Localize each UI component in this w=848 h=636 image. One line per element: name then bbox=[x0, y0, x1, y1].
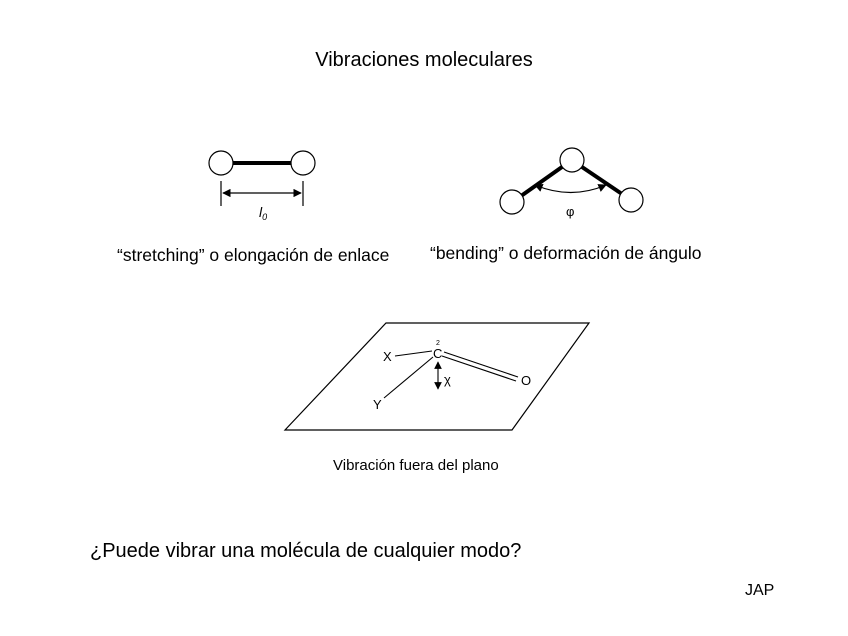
atom-x-label: X bbox=[383, 349, 392, 364]
bond-length-label: $l_0$ bbox=[259, 204, 268, 222]
stretch-atom-right bbox=[291, 151, 315, 175]
bond-angle-arrow bbox=[535, 185, 606, 193]
stretching-diagram bbox=[209, 151, 315, 222]
stretch-atom-left bbox=[209, 151, 233, 175]
atom-y-label: Y bbox=[373, 397, 382, 412]
slide-title: Vibraciones moleculares bbox=[315, 49, 533, 71]
atom-o-label: O bbox=[521, 373, 532, 388]
bending-diagram bbox=[500, 148, 643, 219]
atom-c-superscript: 2 bbox=[436, 340, 440, 347]
bend-bond-right bbox=[582, 167, 622, 194]
author-initials: JAP bbox=[745, 582, 775, 599]
stretching-caption: “stretching” o elongación de enlace bbox=[117, 245, 390, 265]
bend-atom-right bbox=[619, 188, 643, 212]
bond-c-o-1 bbox=[444, 352, 518, 377]
atom-c-label: C bbox=[433, 346, 443, 361]
bond-angle-label: φ bbox=[566, 204, 575, 219]
bending-caption: “bending” o deformación de ángulo bbox=[430, 243, 702, 263]
bond-c-x bbox=[395, 351, 432, 356]
bond-c-o-2 bbox=[442, 356, 516, 381]
out-of-plane-diagram bbox=[285, 323, 589, 430]
out-of-plane-angle-label: χ bbox=[444, 372, 451, 387]
question-text: ¿Puede vibrar una molécula de cualquier modo? bbox=[90, 540, 522, 562]
bend-atom-left bbox=[500, 190, 524, 214]
out-of-plane-caption: Vibración fuera del plano bbox=[333, 457, 499, 474]
bend-atom-center bbox=[560, 148, 584, 172]
